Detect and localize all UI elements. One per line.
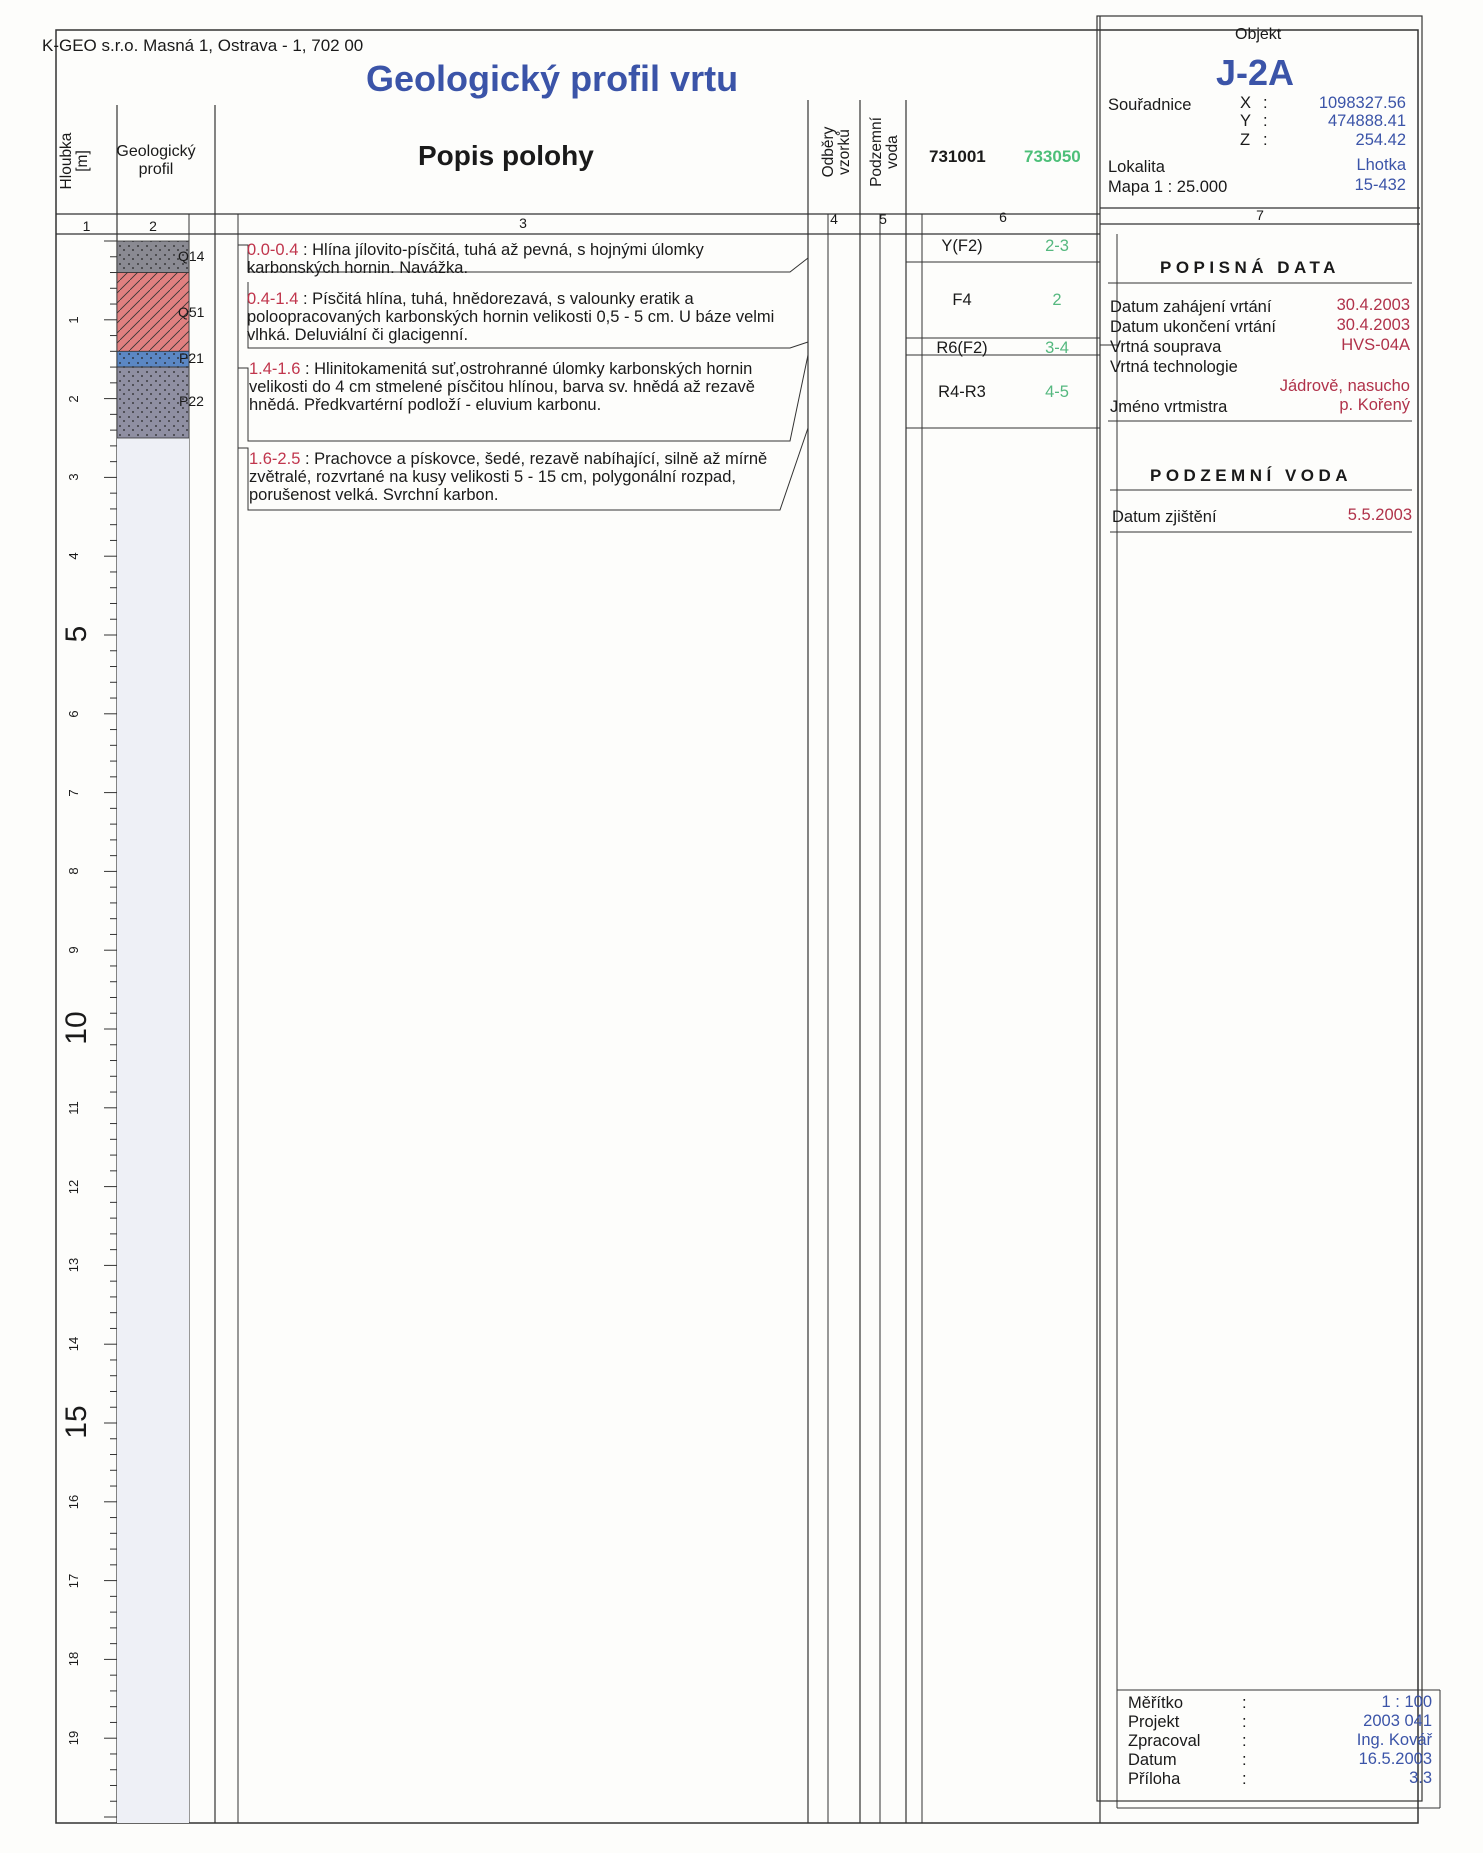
layer-range: 1.4-1.6: [249, 360, 301, 378]
coords-label: Souřadnice: [1108, 96, 1192, 114]
object-label: Objekt: [1235, 26, 1282, 43]
sample-id: Y(F2): [941, 237, 983, 255]
depth-label: 7: [66, 788, 81, 797]
data-label: Vrtná technologie: [1110, 358, 1238, 376]
data-value: p. Kořený: [1339, 396, 1410, 414]
layer-text: Hlína jílovito-písčitá, tuhá až pevná, s hojnými úlomky karbonských hornin. Navážka.: [247, 241, 704, 277]
sample-depth: 3-4: [1045, 339, 1069, 357]
groundwater-label: Datum zjištění: [1112, 508, 1217, 526]
footer-colon: :: [1242, 1770, 1247, 1788]
layer-code: P22: [179, 393, 204, 409]
samples-column-header: Odběry vzorků: [820, 126, 853, 178]
layer-description: 0.0-0.4 : Hlína jílovito-písčitá, tuhá až pevná, s hojnými úlomky karbonských hornin. Navážka.: [247, 241, 704, 277]
footer-label: Projekt: [1128, 1713, 1180, 1731]
coord-z: 254.42: [1355, 131, 1406, 149]
coord-x: 1098327.56: [1318, 94, 1406, 112]
layer-range: 0.4-1.4: [247, 290, 299, 308]
depth-label: 3: [66, 473, 81, 482]
depth-column-header: Hloubka [m]: [58, 132, 91, 190]
footer-value: 16.5.2003: [1358, 1750, 1432, 1768]
footer-colon: :: [1242, 1694, 1247, 1712]
layer-code: P21: [179, 350, 204, 366]
footer-value: 2003 041: [1363, 1712, 1432, 1730]
footer-label: Příloha: [1128, 1770, 1181, 1788]
depth-label: 13: [66, 1258, 81, 1273]
column-number: 2: [149, 218, 157, 234]
depth-label: 4: [66, 552, 81, 560]
profile-below-layers: [117, 438, 189, 1823]
layer-code: Q51: [178, 304, 205, 320]
footer-value: Ing. Kovář: [1356, 1731, 1432, 1749]
code-primary: 731001: [929, 147, 986, 166]
layer-range: 0.0-0.4: [247, 241, 299, 259]
profile-column-header: Geologický profil: [116, 143, 196, 178]
depth-label: 19: [66, 1730, 81, 1746]
coord-colon: :: [1263, 131, 1268, 149]
layer-description: 0.4-1.4 : Písčitá hlína, tuhá, hnědorezavá, s valounky eratik a poloopracovaných karbonských hornin velikosti 0,5 - 5 cm. U báze velmi vlhká. Deluviální či glacigenní.: [247, 290, 775, 344]
sample-id: R4-R3: [938, 383, 986, 401]
data-label: Vrtná souprava: [1110, 338, 1222, 356]
sample-depth: 4-5: [1045, 383, 1069, 401]
depth-label: 16: [66, 1494, 81, 1510]
coord-y: 474888.41: [1328, 112, 1406, 130]
code-secondary: 733050: [1024, 147, 1081, 166]
locality-label: Lokalita: [1108, 158, 1165, 176]
popis-column-header: Popis polohy: [418, 140, 594, 171]
map-label: Mapa 1 : 25.000: [1108, 178, 1228, 196]
sample-id: F4: [952, 291, 972, 309]
layer-range: 1.6-2.5: [249, 450, 301, 468]
column-number: 6: [999, 209, 1007, 225]
coord-colon: :: [1263, 112, 1268, 130]
column-number: 4: [830, 211, 838, 227]
water-column-header: Podzemní voda: [868, 117, 901, 187]
layer-code: Q14: [178, 248, 205, 264]
footer-value: 1 : 100: [1381, 1693, 1432, 1711]
column-number: 1: [82, 218, 91, 234]
footer-colon: :: [1242, 1751, 1247, 1769]
footer-value: 3.3: [1409, 1769, 1432, 1787]
footer-colon: :: [1242, 1732, 1247, 1750]
sample-id: R6(F2): [936, 339, 988, 357]
layer-text: Hlinitokamenitá suť,ostrohranné úlomky karbonských hornin velikosti do 4 cm stmelené písčitou hlínou, barva sv. hnědá až rezavě hnědá. Předkvartérní podloží - eluvium karbonu.: [249, 360, 755, 414]
groundwater-date: 5.5.2003: [1347, 506, 1412, 524]
depth-label: 15: [60, 1405, 93, 1439]
footer-label: Měřítko: [1128, 1694, 1184, 1712]
layer-text: Prachovce a pískovce, šedé, rezavě nabíhající, silně až mírně zvětralé, rozvrtané na kusy velikosti 5 - 15 cm, polygonální rozpad, porušenost velká. Svrchní karbon.: [249, 450, 768, 504]
column-number: 7: [1256, 207, 1264, 223]
layer-description: 1.4-1.6 : Hlinitokamenitá suť,ostrohranné úlomky karbonských hornin velikosti do 4 cm stmelené písčitou hlínou, barva sv. hnědá až rezavě hnědá. Předkvartérní podloží - eluvium karbonu.: [249, 360, 755, 414]
company-address: K-GEO s.r.o. Masná 1, Ostrava - 1, 702 00: [42, 36, 364, 55]
layer-description: 1.6-2.5 : Prachovce a pískovce, šedé, rezavě nabíhající, silně až mírně zvětralé, rozvrtané na kusy velikosti 5 - 15 cm, polygonální rozpad, porušenost velká. Svrchní karbon.: [249, 450, 768, 504]
depth-label: 12: [66, 1179, 81, 1194]
data-label: Datum ukončení vrtání: [1110, 318, 1276, 336]
layer-text: Písčitá hlína, tuhá, hnědorezavá, s valounky eratik a poloopracovaných karbonských hornin velikosti 0,5 - 5 cm. U báze velmi vlhká. Deluviální či glacigenní.: [247, 290, 775, 344]
footer-colon: :: [1242, 1713, 1247, 1731]
depth-label: 5: [60, 625, 93, 643]
depth-label: 1: [66, 316, 81, 324]
page-title: Geologický profil vrtu: [366, 58, 739, 99]
coord-colon: :: [1263, 94, 1268, 112]
depth-label: 14: [66, 1336, 81, 1352]
depth-label: 2: [66, 394, 81, 403]
column-number: 5: [879, 211, 887, 227]
depth-label: 9: [66, 946, 81, 954]
z-label: Z: [1240, 131, 1251, 149]
groundwater-title: PODZEMNÍ VODA: [1150, 466, 1353, 485]
data-value: 30.4.2003: [1336, 296, 1410, 314]
locality-value: Lhotka: [1356, 156, 1406, 174]
y-label: Y: [1240, 112, 1252, 130]
descriptive-data-title: POPISNÁ DATA: [1160, 258, 1340, 277]
object-name: J-2A: [1216, 52, 1295, 93]
depth-label: 6: [66, 710, 81, 718]
x-label: X: [1240, 94, 1252, 112]
data-value: Jádrově, nasucho: [1279, 377, 1410, 395]
depth-label: 10: [60, 1011, 93, 1045]
sample-depth: 2: [1052, 291, 1062, 309]
depth-label: 11: [66, 1101, 81, 1115]
depth-label: 17: [66, 1573, 81, 1588]
data-label: Jméno vrtmistra: [1110, 398, 1228, 416]
data-value: HVS-04A: [1341, 336, 1410, 354]
column-number: 3: [519, 215, 527, 231]
data-value: 30.4.2003: [1336, 316, 1410, 334]
footer-label: Zpracoval: [1128, 1732, 1201, 1750]
depth-label: 18: [66, 1652, 81, 1667]
depth-label: 8: [66, 867, 81, 876]
sample-depth: 2-3: [1045, 237, 1069, 255]
data-label: Datum zahájení vrtání: [1110, 298, 1272, 316]
map-value: 15-432: [1354, 176, 1406, 194]
footer-label: Datum: [1128, 1751, 1177, 1769]
